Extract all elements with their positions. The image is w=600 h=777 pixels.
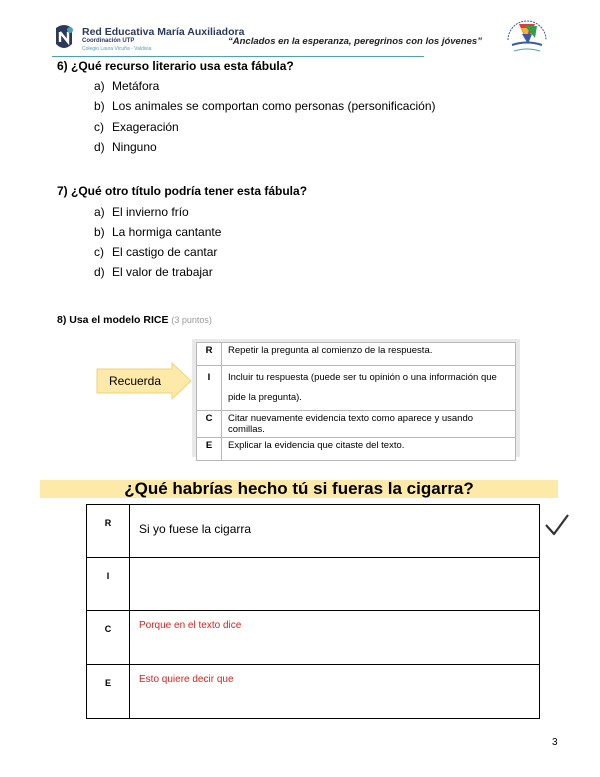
answer-text [131,559,538,575]
option-letter: c) [94,245,104,259]
option-letter: d) [94,140,105,154]
question-6-title: 6) ¿Qué recurso literario usa esta fábula? [57,59,294,73]
option-text: La hormiga cantante [112,225,222,239]
answer-key-label: C [104,624,112,634]
answer-key [87,505,130,558]
option-text: Ninguno [112,140,157,154]
q6-option-a[interactable] [94,79,159,93]
option-text: El invierno frío [112,205,189,219]
option-text: Los animales se comportan como personas (personificación) [112,99,436,113]
prompt-title: ¿Qué habrías hecho tú si fueras la cigarra? [124,479,474,498]
rice-key: R [197,343,222,366]
answer-text: Esto quiere decir que [139,674,234,685]
answer-row-e [87,665,540,719]
checkmark-icon [544,513,570,537]
rice-row [197,366,516,411]
rice-text: Citar nuevamente evidencia texto como aparece y usando comillas. [222,411,516,438]
option-text: El valor de trabajar [112,265,213,279]
answer-key-label: I [106,571,110,581]
answer-key-label: E [104,678,111,688]
motto: “Anclados en la esperanza, peregrinos con los jóvenes” [228,36,482,47]
answer-text: Porque en el texto dice [139,620,242,631]
jubilee-badge-icon [502,14,552,58]
points-label: (3 puntos) [171,315,212,325]
option-text: Exageración [112,120,179,134]
option-letter: d) [94,265,105,279]
rice-text: Explicar la evidencia que citaste del texto. [222,438,516,461]
rice-reminder-table [196,342,516,461]
q7-option-c[interactable] [94,245,217,259]
option-letter: b) [94,225,105,239]
answer-field-i[interactable] [130,558,540,611]
header-rule [52,56,424,57]
option-letter: c) [94,120,104,134]
answer-key [87,611,130,665]
q7-option-d[interactable] [94,265,213,279]
rice-text: Incluir tu respuesta (puede ser tu opinión o una información que pide la pregunta). [222,366,516,411]
answer-key [87,665,130,719]
q7-option-a[interactable] [94,205,189,219]
question-8-label: 8) Usa el modelo RICE [57,314,169,326]
q6-option-b[interactable] [94,99,436,113]
question-7-title: 7) ¿Qué otro título podría tener esta fábula? [57,184,308,198]
rice-key: I [197,366,222,411]
org-unit: Coordinación UTP [82,38,135,44]
school-logo-icon [52,22,76,52]
rice-row [197,343,516,366]
school-name: Colegio Laura Vicuña - Valdivia [82,46,152,52]
option-letter: a) [94,205,105,219]
rice-row [197,411,516,438]
answer-text: Si yo fuese la cigarra [139,522,252,536]
answer-row-c [87,611,540,665]
option-text: El castigo de cantar [112,245,218,259]
q6-option-d[interactable] [94,140,157,154]
answer-field-c[interactable] [130,611,540,665]
answer-key [87,558,130,611]
rice-row [197,438,516,461]
answer-field-e[interactable] [130,665,540,719]
answer-field-r[interactable] [130,505,540,558]
option-text: Metáfora [112,79,160,93]
option-letter: b) [94,99,105,113]
q7-option-b[interactable] [94,225,221,239]
rice-text: Repetir la pregunta al comienzo de la respuesta. [222,343,516,366]
rice-reminder-box [192,339,520,457]
rice-key: E [197,438,222,461]
q6-option-c[interactable] [94,120,179,134]
answer-row-i [87,558,540,611]
recuerda-label: Recuerda [108,374,162,388]
rice-key: C [197,411,222,438]
answer-row-r [87,505,540,558]
answer-table [86,504,540,719]
org-name: Red Educativa María Auxiliadora [82,26,245,38]
page-number: 3 [552,737,558,748]
answer-key-label: R [104,518,112,528]
question-8-title [57,314,212,326]
option-letter: a) [94,79,105,93]
